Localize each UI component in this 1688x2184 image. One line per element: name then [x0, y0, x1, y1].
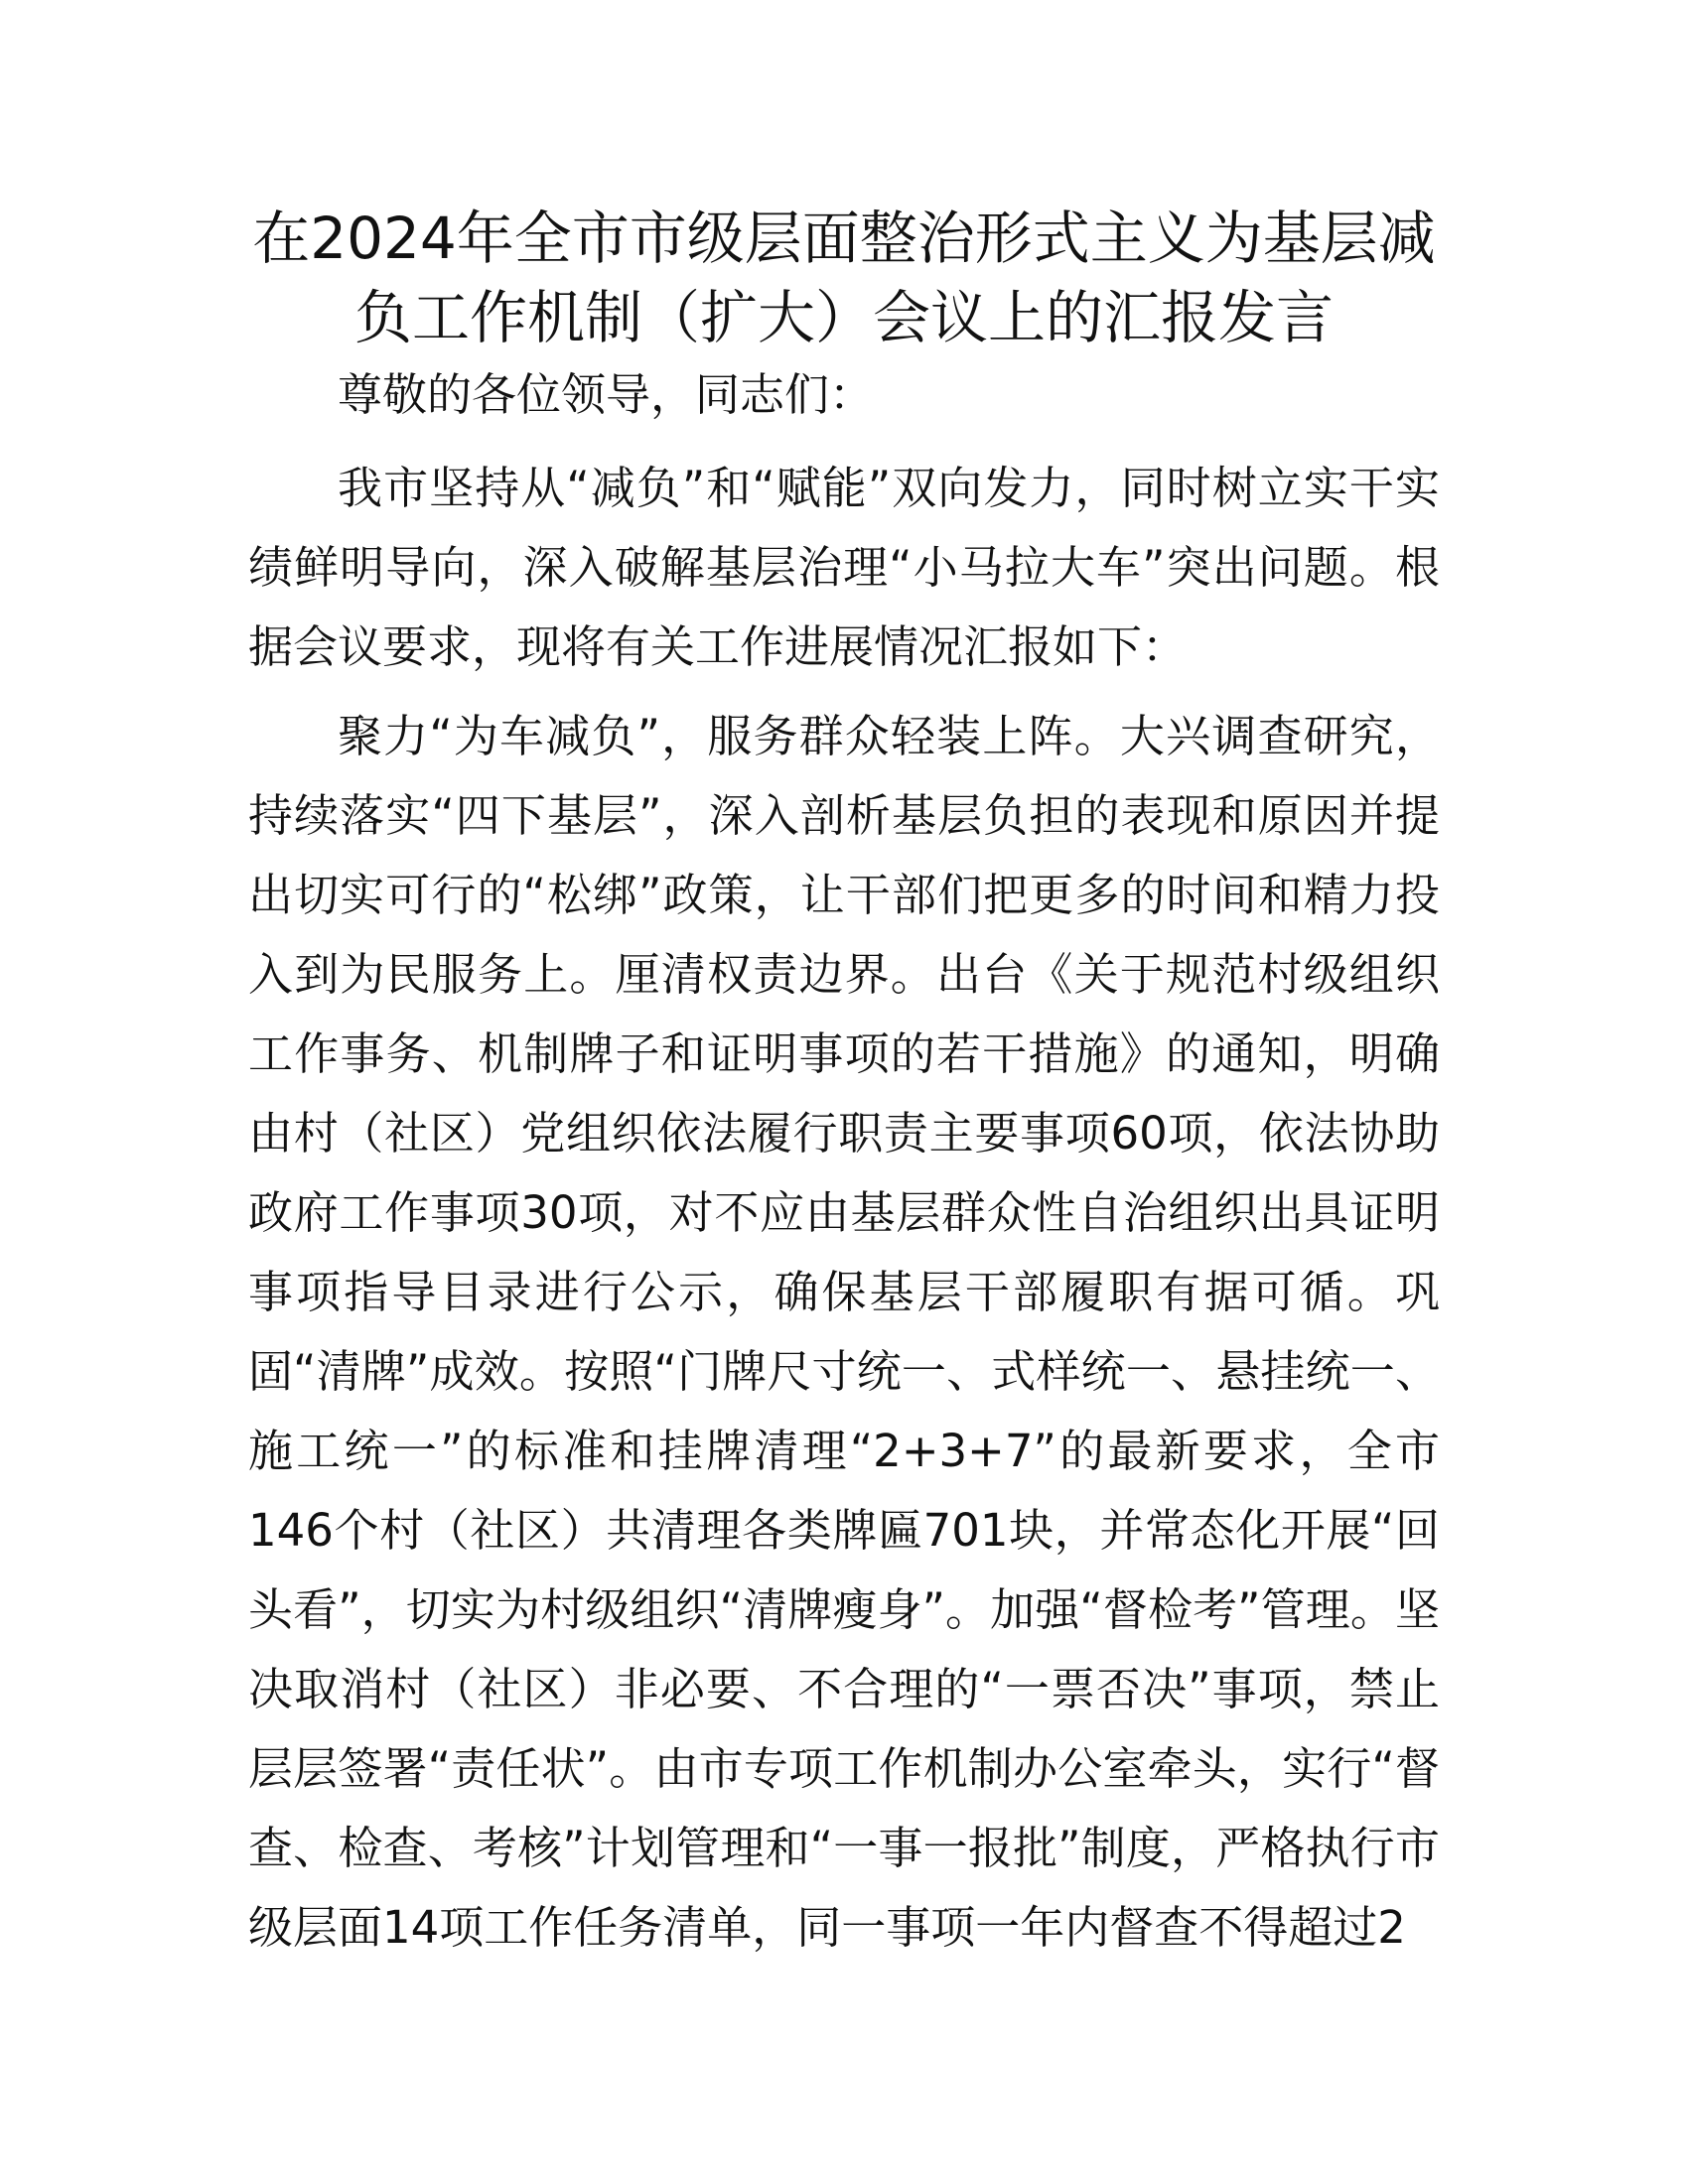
paragraph-intro: 我市坚持从“减负”和“赋能”双向发力，同时树立实干实绩鲜明导向，深入破解基层治理“小马拉大车”突出问题。根据会议要求，现将有关工作进展情况汇报如下：	[248, 462, 1440, 673]
document-title: 在2024年全市市级层面整治形式主义为基层减负工作机制（扩大）会议上的汇报发言	[252, 205, 1436, 351]
paragraph-reduce-burden: 聚力“为车减负”，服务群众轻装上阵。大兴调查研究，持续落实“四下基层”，深入剖析基层负担的表现和原因并提出切实可行的“松绑”政策，让干部们把更多的时间和精力投入到为民服务上。厘清权责边界。出台《关于规范村级组织工作事务、机制牌子和证明事项的若干措施》的通知，明确由村（社区）党组织依法履行职责主要事项60项，依法协助政府工作事项30项，对不应由基层群众性自治组织出具证明事项指导目录进行公示，确保基层干部履职有据可循。巩固“清牌”成效。按照“门牌尺寸统一、式样统一、悬挂统一、施工统一”的标准和挂牌清理“2+3+7”的最新要求，全市146个村（社区）共清理各类牌匾701块，并常态化开展“回头看”，切实为村级组织“清牌瘦身”。加强“督检考”管理。坚决取消村（社区）非必要、不合理的“一票否决”事项，禁止层层签署“责任状”。由市专项工作机制办公室牵头，实行“督查、检查、考核”计划管理和“一事一报批”制度，严格执行市级层面14项工作任务清单，同一事项一年内督查不得超过2	[248, 710, 1440, 1954]
document-body	[248, 355, 1440, 1978]
salutation: 尊敬的各位领导，同志们：	[338, 368, 875, 421]
